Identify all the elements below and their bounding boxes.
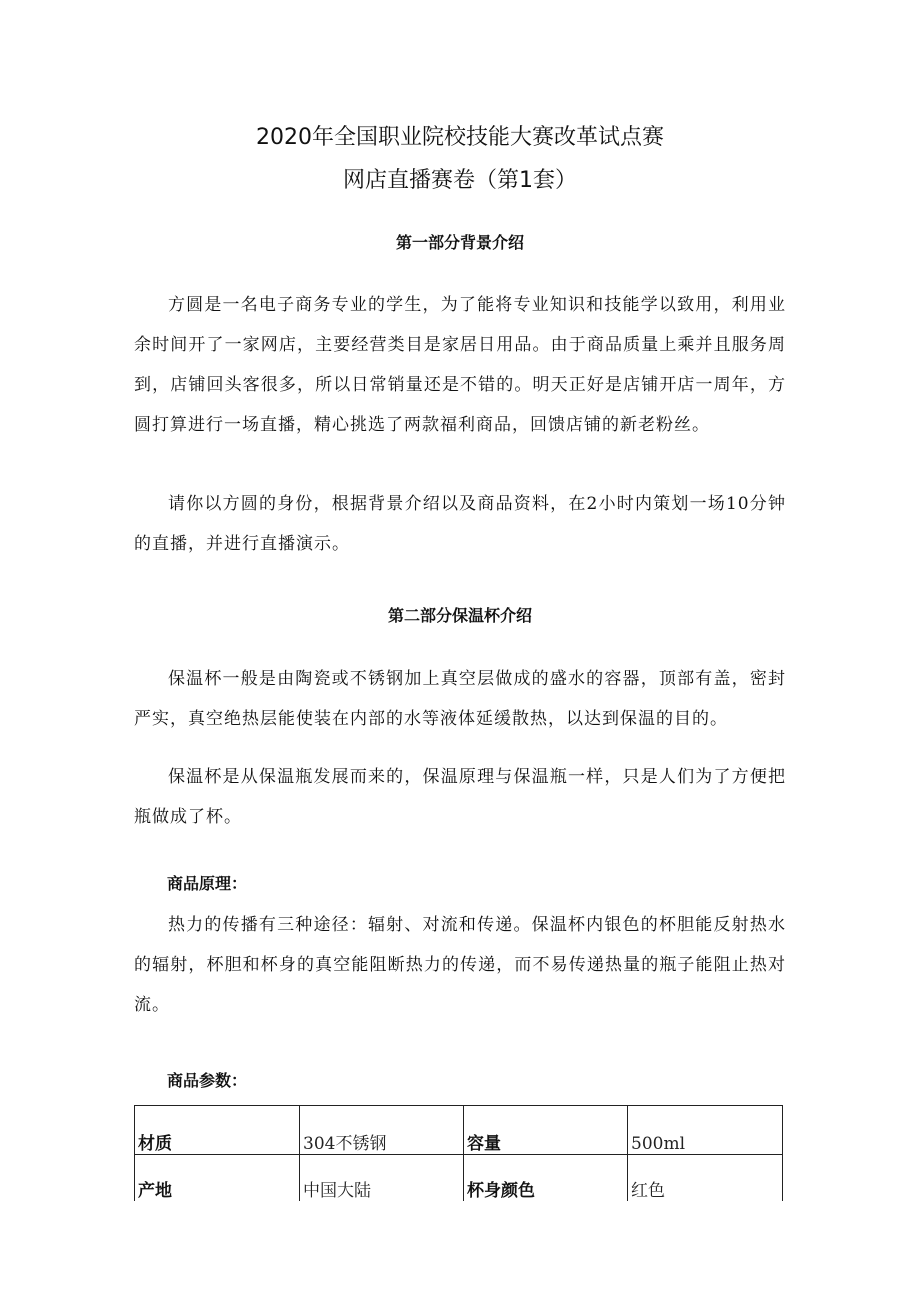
document-title-line2: 网店直播赛卷（第1套） — [343, 168, 577, 193]
table-cell: 杯身颜色 — [464, 1155, 628, 1202]
section-heading-part1: 第一部分背景介绍 — [395, 233, 524, 252]
table-row — [135, 1155, 783, 1202]
params-table — [134, 1105, 783, 1201]
paragraph-cup-origin: 保温杯是从保温瓶发展而来的，保温原理与保温瓶一样，只是人们为了方便把瓶做成了杯。 — [134, 767, 786, 827]
document-title-line1: 2020年全国职业院校技能大赛改革试点赛 — [256, 125, 664, 150]
principle-label: 商品原理： — [167, 874, 248, 893]
table-cell: 304不锈钢 — [300, 1106, 464, 1155]
section-heading-part2: 第二部分保温杯介绍 — [387, 606, 532, 625]
table-row — [135, 1106, 783, 1155]
table-cell: 红色 — [628, 1155, 783, 1202]
paragraph-cup-intro: 保温杯一般是由陶瓷或不锈钢加上真空层做成的盛水的容器，顶部有盖，密封严实，真空绝热层能使装在内部的水等液体延缓散热，以达到保温的目的。 — [134, 669, 786, 729]
table-cell: 中国大陆 — [300, 1155, 464, 1202]
table-cell: 材质 — [135, 1106, 300, 1155]
table-cell: 容量 — [464, 1106, 628, 1155]
params-label: 商品参数： — [167, 1071, 248, 1090]
paragraph-task: 请你以方圆的身份，根据背景介绍以及商品资料，在2小时内策划一场10分钟的直播，并进行直播演示。 — [134, 494, 786, 554]
table-cell: 500ml — [628, 1106, 783, 1155]
table-cell: 产地 — [135, 1155, 300, 1202]
paragraph-background: 方圆是一名电子商务专业的学生，为了能将专业知识和技能学以致用，利用业余时间开了一家网店，主要经营类目是家居日用品。由于商品质量上乘并且服务周到，店铺回头客很多，所以日常销量还是不错的。明天正好是店铺开店一周年，方圆打算进行一场直播，精心挑选了两款福利商品，回馈店铺的新老粉丝。 — [134, 295, 786, 435]
paragraph-principle: 热力的传播有三种途径：辐射、对流和传递。保温杯内银色的杯胆能反射热水的辐射，杯胆和杯身的真空能阻断热力的传递，而不易传递热量的瓶子能阻止热对流。 — [134, 915, 786, 1015]
